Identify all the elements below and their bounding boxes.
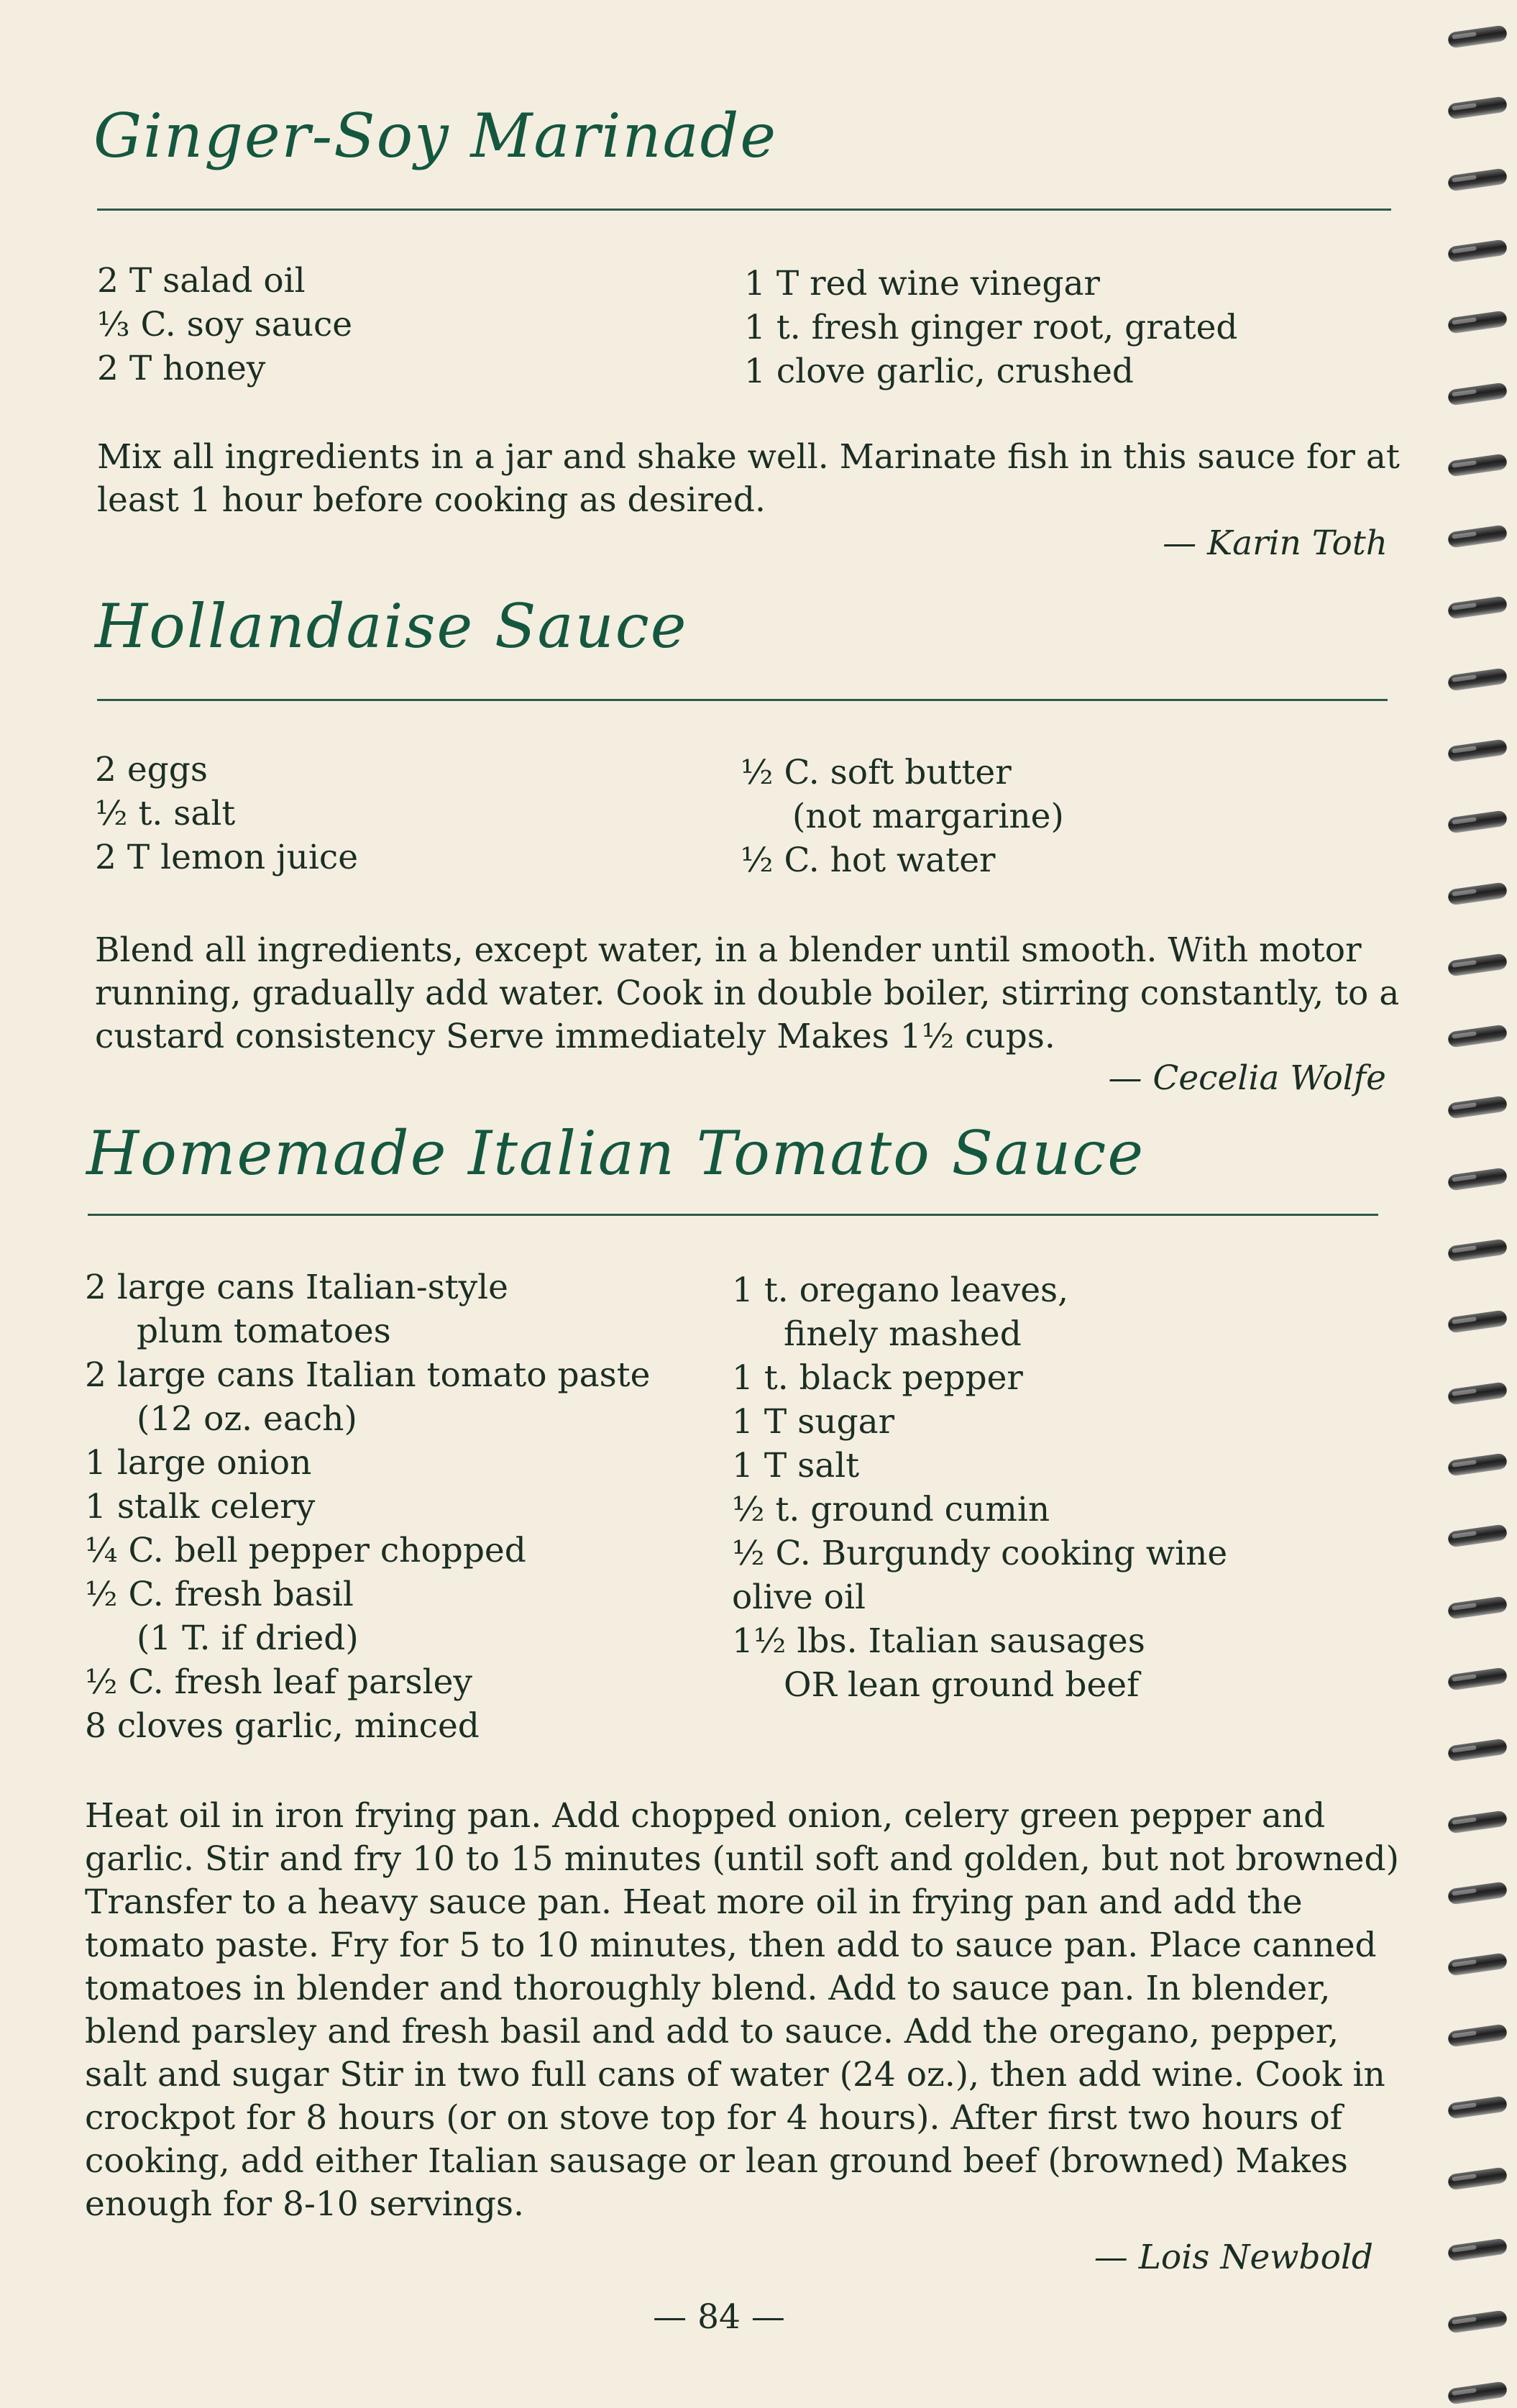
ingredient: ½ t. salt <box>95 794 236 833</box>
binding-ring <box>1447 667 1508 691</box>
ingredient: ¼ C. bell pepper chopped <box>85 1531 526 1570</box>
ingredient: ½ C. Burgundy cooking wine <box>732 1534 1228 1573</box>
ingredient: 2 large cans Italian tomato paste <box>85 1355 651 1395</box>
ingredient: finely mashed <box>784 1314 1022 1354</box>
binding-ring <box>1447 1381 1508 1405</box>
method-line: custard consistency Serve immediately Makes 1½ cups. <box>95 1017 1055 1056</box>
binding-ring <box>1447 453 1508 477</box>
recipe-credit: — Cecelia Wolfe <box>1108 1058 1386 1098</box>
ingredient: 1 T salt <box>732 1446 860 1485</box>
binding-ring <box>1447 595 1508 619</box>
ingredient: ½ C. fresh leaf parsley <box>85 1662 472 1702</box>
method-line: garlic. Stir and fry 10 to 15 minutes (until soft and golden, but not browned) <box>85 1839 1399 1879</box>
binding-ring <box>1447 1810 1508 1834</box>
recipe-title: Hollandaise Sauce <box>95 591 688 661</box>
recipe-method <box>97 436 1400 522</box>
method-line: running, gradually add water. Cook in double boiler, stirring constantly, to a <box>95 974 1400 1013</box>
ingredient: 1½ lbs. Italian sausages <box>732 1621 1145 1661</box>
method-line: cooking, add either Italian sausage or lean ground beef (browned) Makes <box>85 2141 1348 2181</box>
binding-ring <box>1447 1452 1508 1476</box>
method-line: salt and sugar Stir in two full cans of water (24 oz.), then add wine. Cook in <box>85 2055 1385 2095</box>
ingredients-right <box>732 1268 1227 1707</box>
binding-ring <box>1447 2166 1508 2190</box>
binding-ring <box>1447 738 1508 762</box>
ingredient: ½ C. soft butter <box>741 753 1012 792</box>
binding-ring <box>1447 2095 1508 2119</box>
recipe-title: Homemade Italian Tomato Sauce <box>86 1118 1145 1189</box>
ingredient: 1 t. fresh ginger root, grated <box>744 308 1238 347</box>
method-line: Transfer to a heavy sauce pan. Heat more oil in frying pan and add the <box>85 1882 1303 1922</box>
ingredient: ½ C. hot water <box>741 841 996 880</box>
recipe-credit: — Lois Newbold <box>1094 2238 1373 2277</box>
recipe-method <box>95 929 1399 1058</box>
ingredient: plum tomatoes <box>137 1311 391 1351</box>
ingredient: 1 stalk celery <box>85 1487 316 1526</box>
binding-ring <box>1447 1024 1508 1048</box>
binding-ring <box>1447 2238 1508 2261</box>
binding-ring <box>1447 1952 1508 1976</box>
method-line: Heat oil in iron frying pan. Add chopped onion, celery green pepper and <box>85 1796 1326 1836</box>
ingredient: 1 clove garlic, crushed <box>744 352 1134 391</box>
binding-ring <box>1447 310 1508 334</box>
binding-ring <box>1447 96 1508 119</box>
ingredient: ½ C. fresh basil <box>85 1575 354 1614</box>
ingredient: olive oil <box>732 1578 866 1617</box>
binding-ring <box>1447 1238 1508 1262</box>
ingredient: 2 T lemon juice <box>95 838 359 877</box>
binding-ring <box>1447 524 1508 548</box>
binding-ring <box>1447 2381 1508 2404</box>
binding-ring <box>1447 168 1508 191</box>
title-divider <box>97 699 1388 701</box>
page-number: — 84 — <box>653 2297 785 2337</box>
method-line: tomato paste. Fry for 5 to 10 minutes, then add to sauce pan. Place canned <box>85 1926 1377 1965</box>
title-divider <box>97 209 1391 211</box>
ingredient: 1 large onion <box>85 1443 312 1483</box>
binding-ring <box>1447 1596 1508 1619</box>
ingredient: ½ t. ground cumin <box>732 1490 1050 1529</box>
ingredients-left <box>97 259 352 390</box>
binding-ring <box>1447 1309 1508 1333</box>
ingredient: (not margarine) <box>792 797 1064 836</box>
method-line: crockpot for 8 hours (or on stove top for 4 hours). After first two hours of <box>85 2098 1343 2138</box>
recipe-title: Ginger-Soy Marinade <box>93 101 778 171</box>
ingredient: 2 T honey <box>97 349 266 388</box>
binding-ring <box>1447 1881 1508 1905</box>
title-divider <box>88 1214 1378 1216</box>
spiral-binding <box>1434 0 1517 2408</box>
binding-ring <box>1447 810 1508 833</box>
method-line: blend parsley and fresh basil and add to sauce. Add the oregano, pepper, <box>85 2012 1339 2051</box>
binding-ring <box>1447 1524 1508 1547</box>
binding-ring <box>1447 2309 1508 2333</box>
ingredient: 8 cloves garlic, minced <box>85 1706 480 1746</box>
ingredients-left <box>85 1265 650 1748</box>
method-line: Blend all ingredients, except water, in a blender until smooth. With motor <box>95 930 1362 970</box>
binding-ring <box>1447 24 1508 48</box>
binding-ring <box>1447 1667 1508 1690</box>
recipe-credit: — Karin Toth <box>1163 523 1388 563</box>
recipe-method <box>85 1795 1399 2226</box>
ingredients-right <box>741 751 1064 882</box>
ingredients-left <box>95 748 358 879</box>
ingredient: ⅓ C. soy sauce <box>97 305 353 344</box>
ingredient: (1 T. if dried) <box>137 1619 359 1658</box>
ingredient: 2 T salad oil <box>97 261 306 301</box>
binding-ring <box>1447 882 1508 905</box>
binding-ring <box>1447 1167 1508 1191</box>
ingredient: 1 t. oregano leaves, <box>732 1271 1069 1310</box>
ingredient: OR lean ground beef <box>784 1665 1140 1705</box>
method-line: Mix all ingredients in a jar and shake well. Marinate fish in this sauce for at <box>97 437 1400 477</box>
binding-ring <box>1447 382 1508 406</box>
ingredient: 2 large cans Italian-style <box>85 1268 508 1307</box>
binding-ring <box>1447 239 1508 262</box>
ingredient: 1 t. black pepper <box>732 1358 1023 1398</box>
binding-ring <box>1447 1738 1508 1762</box>
binding-ring <box>1447 1095 1508 1119</box>
ingredient: (12 oz. each) <box>137 1399 357 1439</box>
ingredients-right <box>744 262 1238 393</box>
ingredient: 1 T red wine vinegar <box>744 264 1100 303</box>
binding-ring <box>1447 2023 1508 2047</box>
ingredient: 1 T sugar <box>732 1402 895 1442</box>
method-line: least 1 hour before cooking as desired. <box>97 480 766 520</box>
binding-ring <box>1447 953 1508 976</box>
method-line: enough for 8-10 servings. <box>85 2184 524 2224</box>
method-line: tomatoes in blender and thoroughly blend. Add to sauce pan. In blender, <box>85 1969 1331 2008</box>
ingredient: 2 eggs <box>95 750 208 789</box>
